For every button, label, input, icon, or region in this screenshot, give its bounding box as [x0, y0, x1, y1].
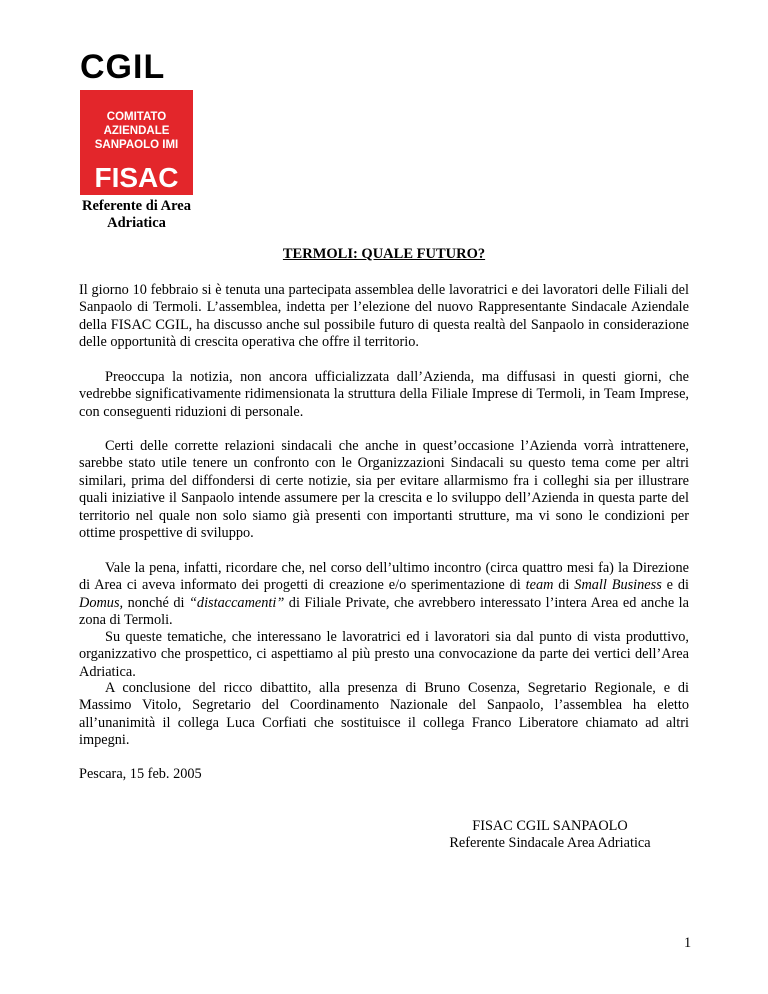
paragraph-4-text-2: di: [553, 577, 575, 594]
page-number: 1: [684, 935, 692, 951]
signature-line-2: Referente Sindacale Area Adriatica: [449, 835, 651, 852]
paragraph-4-italic-domus: Domus,: [79, 594, 124, 611]
referent-line-2: Adriatica: [107, 215, 166, 231]
logo-red-block: [80, 90, 193, 195]
fisac-cgil-logo: [80, 50, 193, 195]
logo-line-comitato: COMITATO: [106, 111, 167, 123]
referent-line-1: Referente di Area: [82, 198, 191, 214]
paragraph-5: Su queste tematiche, che interessano le lavoratrici ed i lavoratori sia dal punto di vista produttivo, organizzativo che prospettico, ci aspettiamo al più presto una convocazione da parte dei vertici dell’Area Adriatica.: [79, 629, 689, 680]
paragraph-4-text-3: e di: [661, 577, 689, 594]
paragraph-4-text-1: Vale la pena, infatti, ricordare che, nel corso dell’ultimo incontro (circa quattro mesi fa) la Direzione di Area ci aveva informato dei progetti di creazione e/o sperimentazione di: [79, 560, 689, 594]
paragraph-4-italic-small-business: Small Business: [574, 577, 662, 594]
signature-line-1: FISAC CGIL SANPAOLO: [472, 818, 628, 834]
paragraph-4-text-5: di Filiale Private, che avrebbero interessato l’intera Area ed anche la zona di Termoli.: [79, 594, 689, 629]
paragraph-4-italic-team: team: [525, 577, 554, 594]
logo-fisac-text: FISAC: [94, 162, 179, 193]
paragraph-4: [79, 560, 689, 630]
logo-line-sanpaolo: SANPAOLO IMI: [94, 139, 179, 151]
paragraph-1: Il giorno 10 febbraio si è tenuta una partecipata assemblea delle lavoratrici e dei lavoratori delle Filiali del Sanpaolo di Termoli. L’assemblea, indetta per l’elezione del nuovo Rappresentante Sindacale Aziendale della FISAC CGIL, ha discusso anche sul possibile futuro di questa realtà del Sanpaolo in considerazione delle opportunità di crescita operativa che offre il territorio.: [79, 282, 689, 351]
document-title: TERMOLI: QUALE FUTURO?: [282, 246, 486, 262]
logo-line-aziendale: AZIENDALE: [103, 125, 170, 137]
paragraph-4-text-4: nonché di: [123, 594, 189, 611]
paragraph-6: A conclusione del ricco dibattito, alla presenza di Bruno Cosenza, Segretario Regionale, e di Massimo Vitolo, Segretario del Coordinamento Nazionale del Sanpaolo, l’assemblea ha eletto all’unanimità il collega Luca Corfiati che sostituisce il collega Franco Liberatore chiamato ad altri impegni.: [79, 680, 689, 749]
signature-block: [430, 818, 670, 853]
paragraph-3: Certi delle corrette relazioni sindacali che anche in quest’occasione l’Azienda vorrà intrattenere, sarebbe stato utile tenere un confronto con le Organizzazioni Sindacali su questo tema come per altri similari, prima del diffondersi di certe notizie, sia per evitare allarmismo fra i colleghi sia per illustrare quali iniziative il Sanpaolo intende assumere per la crescita e lo sviluppo dell’Azienda in questa parte del territorio nel quale non solo siamo già presenti con importanti strutture, ma vi sono le condizioni per ottime prospettive di sviluppo.: [79, 438, 689, 542]
place-date: Pescara, 15 feb. 2005: [79, 766, 202, 782]
referent-caption: [80, 198, 193, 232]
paragraph-4-italic-distaccamenti: “distaccamenti”: [188, 594, 285, 611]
paragraph-2: Preoccupa la notizia, non ancora ufficializzata dall’Azienda, ma diffusasi in questi giorni, che vedrebbe significativamente ridimensionata la struttura della Filiale Imprese di Termoli, in Team Imprese, con conseguenti riduzioni di personale.: [79, 369, 689, 420]
logo-cgil-text: CGIL: [80, 48, 166, 86]
